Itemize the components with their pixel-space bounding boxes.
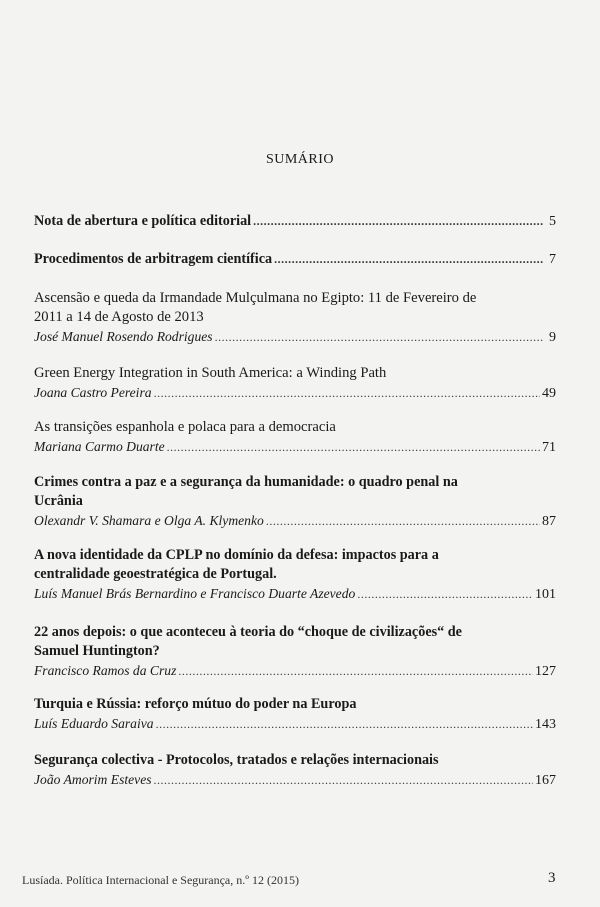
entry-author: João Amorim Esteves [34, 772, 152, 787]
dot-leader [154, 384, 540, 403]
entry-page: 9 [549, 330, 556, 345]
toc-entry[interactable] [34, 473, 556, 531]
entry-page: 127 [535, 664, 556, 679]
entry-title-line: centralidade geoestratégica de Portugal. [34, 566, 277, 582]
journal-footer: Lusíada. Política Internacional e Segurança, n.º 12 (2015) [22, 873, 299, 887]
entry-page: 49 [542, 386, 556, 401]
entry-page: 167 [535, 773, 556, 788]
entry-page: 5 [549, 214, 556, 229]
entry-author: José Manuel Rosendo Rodrigues [34, 329, 213, 344]
toc-entry[interactable] [34, 289, 556, 347]
entry-title-line: Samuel Huntington? [34, 643, 160, 659]
entry-author: Francisco Ramos da Cruz [34, 663, 177, 678]
entry-title-line: 2011 a 14 de Agosto de 2013 [34, 309, 204, 325]
entry-page: 7 [549, 252, 556, 267]
entry-author: Olexandr V. Shamara e Olga A. Klymenko [34, 513, 264, 528]
page-number: 3 [548, 870, 556, 886]
dot-leader [178, 662, 533, 681]
toc-entry[interactable] [34, 623, 556, 681]
dot-leader [266, 512, 540, 531]
entry-page: 87 [542, 514, 556, 529]
dot-leader [154, 771, 533, 790]
entry-title: Nota de abertura e política editorial [34, 213, 252, 229]
entry-title: Green Energy Integration in South America: a Winding Path [34, 365, 387, 381]
toc-entry[interactable] [34, 695, 556, 734]
entry-title: Turquia e Rússia: reforço mútuo do poder na Europa [34, 696, 357, 712]
entry-page: 143 [535, 717, 556, 732]
toc-entry[interactable] [34, 546, 556, 604]
dot-leader [253, 212, 544, 231]
dot-leader [357, 585, 533, 604]
entry-page: 71 [542, 440, 556, 455]
toc-entry[interactable] [34, 418, 556, 457]
toc-entry[interactable] [34, 212, 556, 231]
entry-title-line: Ascensão e queda da Irmandade Mulçulmana no Egipto: 11 de Fevereiro de [34, 290, 477, 306]
page-title: SUMÁRIO [265, 152, 335, 167]
entry-author: Joana Castro Pereira [34, 385, 152, 400]
toc-entry[interactable] [34, 250, 556, 269]
entry-title-line: Crimes contra a paz e a segurança da humanidade: o quadro penal na [34, 474, 458, 490]
entry-title-line: Ucrânia [34, 493, 83, 509]
entry-title-line: 22 anos depois: o que aconteceu à teoria do “choque de civilizações“ de [34, 624, 462, 640]
entry-author: Luís Manuel Brás Bernardino e Francisco Duarte Azevedo [34, 586, 356, 601]
entry-author: Luís Eduardo Saraiva [34, 716, 154, 731]
dot-leader [215, 328, 544, 347]
entry-title: Segurança colectiva - Protocolos, tratados e relações internacionais [34, 752, 439, 768]
dot-leader [274, 250, 544, 269]
entry-page: 101 [535, 587, 556, 602]
entry-author: Mariana Carmo Duarte [34, 439, 165, 454]
entry-title-line: A nova identidade da CPLP no domínio da defesa: impactos para a [34, 547, 439, 563]
dot-leader [156, 715, 533, 734]
toc-entry[interactable] [34, 364, 556, 403]
dot-leader [167, 438, 540, 457]
entry-title: As transições espanhola e polaca para a democracia [34, 419, 336, 435]
toc-entry[interactable] [34, 751, 556, 790]
entry-title: Procedimentos de arbitragem científica [34, 251, 273, 267]
